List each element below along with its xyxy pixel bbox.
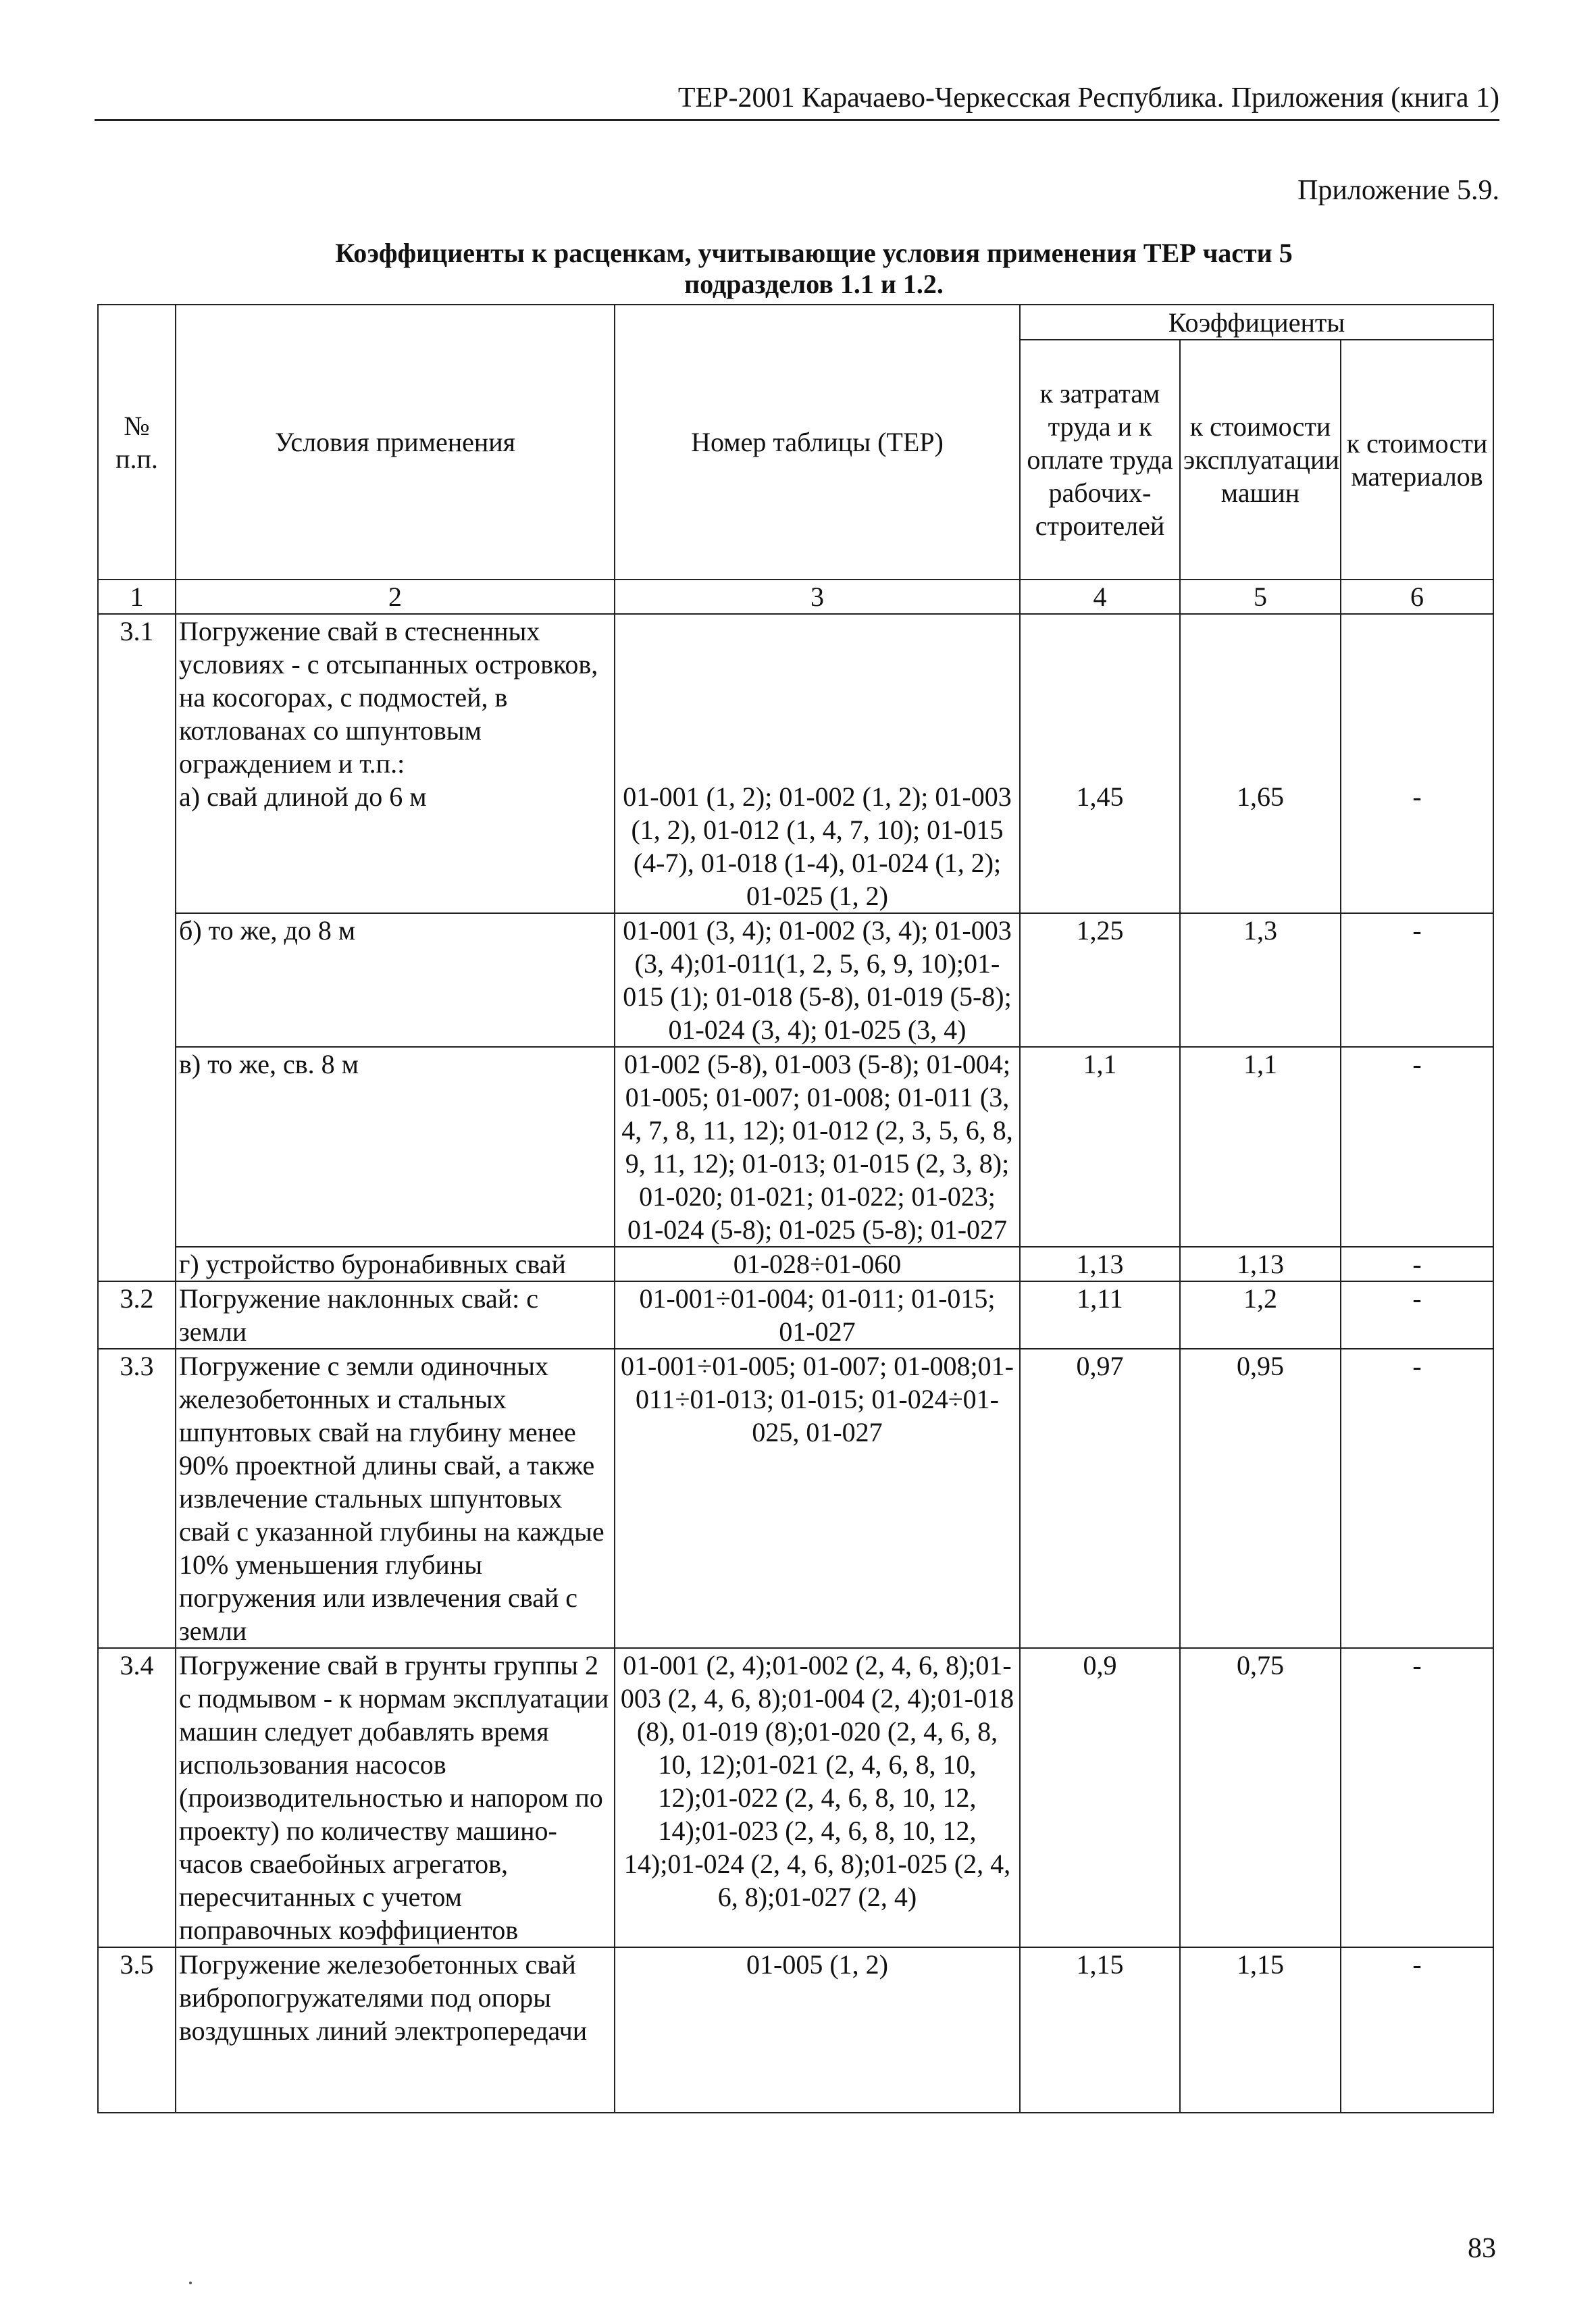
table-row xyxy=(98,1047,1493,1247)
row-labor: 1,15 xyxy=(1020,1947,1180,2113)
row-condition: в) то же, св. 8 м xyxy=(176,1047,615,1247)
row-num: 3.1 xyxy=(98,614,176,780)
row-materials: - xyxy=(1341,1047,1493,1247)
row-machines: 1,13 xyxy=(1180,1247,1341,1281)
header-coefficients: Коэффициенты xyxy=(1020,305,1493,340)
row-tables: 01-001÷01-004; 01-011; 01-015; 01-027 xyxy=(615,1281,1020,1349)
row-labor: 1,1 xyxy=(1020,1047,1180,1247)
row-machines: 0,95 xyxy=(1180,1349,1341,1648)
row-labor: 1,45 xyxy=(1020,780,1180,913)
column-number: 4 xyxy=(1020,580,1180,614)
row-materials: - xyxy=(1341,1947,1493,2113)
row-condition: Погружение свай в грунты группы 2 с подмывом - к нормам эксплуатации машин следует добавлять время использования насосов (производительностью и напором по проекту) по количеству машино-часов сваебойных агрегатов, пересчитанных с учетом поправочных коэффициентов xyxy=(176,1648,615,1947)
header-rule xyxy=(95,119,1499,121)
row-condition: а) свай длиной до 6 м xyxy=(176,780,615,913)
row-materials: - xyxy=(1341,913,1493,1047)
row-labor: 1,11 xyxy=(1020,1281,1180,1349)
row-num xyxy=(98,780,176,913)
row-materials: - xyxy=(1341,1349,1493,1648)
row-machines: 1,2 xyxy=(1180,1281,1341,1349)
row-num: 3.3 xyxy=(98,1349,176,1648)
appendix-label: Приложение 5.9. xyxy=(1297,175,1499,206)
row-num xyxy=(98,1247,176,1281)
row-materials: - xyxy=(1341,1281,1493,1349)
row-labor: 0,97 xyxy=(1020,1349,1180,1648)
row-num xyxy=(98,913,176,1047)
table-row xyxy=(98,1247,1493,1281)
header-conditions: Условия применения xyxy=(176,305,615,580)
coefficients-table xyxy=(97,304,1494,2113)
row-materials xyxy=(1341,614,1493,780)
row-condition: Погружение наклонных свай: с земли xyxy=(176,1281,615,1349)
row-condition: г) устройство буронабивных свай xyxy=(176,1247,615,1281)
row-condition: Погружение с земли одиночных железобетонных и стальных шпунтовых свай на глубину менее 90% проектной длины свай, а также извлечение стальных шпунтовых свай с указанной глубины на каждые 10% уменьшения глубины погружения или извлечения свай с земли xyxy=(176,1349,615,1648)
row-materials: - xyxy=(1341,780,1493,913)
column-number: 2 xyxy=(176,580,615,614)
column-numbers-row xyxy=(98,580,1493,614)
column-number: 6 xyxy=(1341,580,1493,614)
header-materials: к стоимости материалов xyxy=(1341,340,1493,580)
row-num: 3.4 xyxy=(98,1648,176,1947)
row-labor: 0,9 xyxy=(1020,1648,1180,1947)
row-materials: - xyxy=(1341,1247,1493,1281)
row-labor: 1,25 xyxy=(1020,913,1180,1047)
document-title-line-1: Коэффициенты к расценкам, учитывающие условия применения ТЕР части 5 xyxy=(335,238,1293,268)
header-num: № п.п. xyxy=(98,305,176,580)
header-labor: к затратам труда и к оплате труда рабочих-строителей xyxy=(1020,340,1180,580)
header-table-number: Номер таблицы (ТЕР) xyxy=(615,305,1020,580)
table-row xyxy=(98,614,1493,780)
row-labor: 1,13 xyxy=(1020,1247,1180,1281)
column-number: 3 xyxy=(615,580,1020,614)
row-machines: 0,75 xyxy=(1180,1648,1341,1947)
row-num: 3.2 xyxy=(98,1281,176,1349)
running-header: ТЕР-2001 Карачаево-Черкесская Республика. Приложения (книга 1) xyxy=(677,82,1499,113)
row-machines: 1,1 xyxy=(1180,1047,1341,1247)
column-number: 1 xyxy=(98,580,176,614)
table-row xyxy=(98,913,1493,1047)
row-machines: 1,65 xyxy=(1180,780,1341,913)
row-condition: Погружение свай в стесненных условиях - с отсыпанных островков, на косогорах, с подмостей, в котлованах со шпунтовым ограждением и т.п.: xyxy=(176,614,615,780)
row-machines: 1,3 xyxy=(1180,913,1341,1047)
row-tables: 01-005 (1, 2) xyxy=(615,1947,1020,2113)
table-row xyxy=(98,1947,1493,2113)
row-tables: 01-001÷01-005; 01-007; 01-008;01-011÷01-013; 01-015; 01-024÷01-025, 01-027 xyxy=(615,1349,1020,1648)
document-title xyxy=(257,238,1371,300)
table-row xyxy=(98,780,1493,913)
document-title-line-2: подразделов 1.1 и 1.2. xyxy=(684,269,944,299)
scan-speck xyxy=(189,2282,192,2284)
row-tables: 01-001 (2, 4);01-002 (2, 4, 6, 8);01-003 (2, 4, 6, 8);01-004 (2, 4);01-018 (8), 01-019 (8);01-020 (2, 4, 6, 8, 10, 12);01-021 (2, 4, 6, 8, 10, 12);01-022 (2, 4, 6, 8, 10, 12, 14);01-023 (2, 4, 6, 8, 10, 12, 14);01-024 (2, 4, 6, 8);01-025 (2, 4, 6, 8);01-027 (2, 4) xyxy=(615,1648,1020,1947)
row-tables: 01-001 (3, 4); 01-002 (3, 4); 01-003 (3, 4);01-011(1, 2, 5, 6, 9, 10);01-015 (1); 01-018 (5-8), 01-019 (5-8); 01-024 (3, 4); 01-025 (3, 4) xyxy=(615,913,1020,1047)
row-tables: 01-002 (5-8), 01-003 (5-8); 01-004; 01-005; 01-007; 01-008; 01-011 (3, 4, 7, 8, 11, 12); 01-012 (2, 3, 5, 6, 8, 9, 11, 12); 01-013; 01-015 (2, 3, 8); 01-020; 01-021; 01-022; 01-023; 01-024 (5-8); 01-025 (5-8); 01-027 xyxy=(615,1047,1020,1247)
page-number: 83 xyxy=(1468,2233,1496,2264)
row-machines xyxy=(1180,614,1341,780)
row-tables xyxy=(615,614,1020,780)
header-machines: к стоимости эксплуатации машин xyxy=(1180,340,1341,580)
row-tables: 01-028÷01-060 xyxy=(615,1247,1020,1281)
row-labor xyxy=(1020,614,1180,780)
row-num xyxy=(98,1047,176,1247)
table-row xyxy=(98,1349,1493,1648)
table-row xyxy=(98,1648,1493,1947)
row-tables: 01-001 (1, 2); 01-002 (1, 2); 01-003 (1, 2), 01-012 (1, 4, 7, 10); 01-015 (4-7), 01-018 (1-4), 01-024 (1, 2); 01-025 (1, 2) xyxy=(615,780,1020,913)
row-materials: - xyxy=(1341,1648,1493,1947)
table-row xyxy=(98,1281,1493,1349)
row-condition: б) то же, до 8 м xyxy=(176,913,615,1047)
row-machines: 1,15 xyxy=(1180,1947,1341,2113)
row-num: 3.5 xyxy=(98,1947,176,2113)
row-condition: Погружение железобетонных свай вибропогружателями под опоры воздушных линий электропередачи xyxy=(176,1947,615,2113)
column-number: 5 xyxy=(1180,580,1341,614)
